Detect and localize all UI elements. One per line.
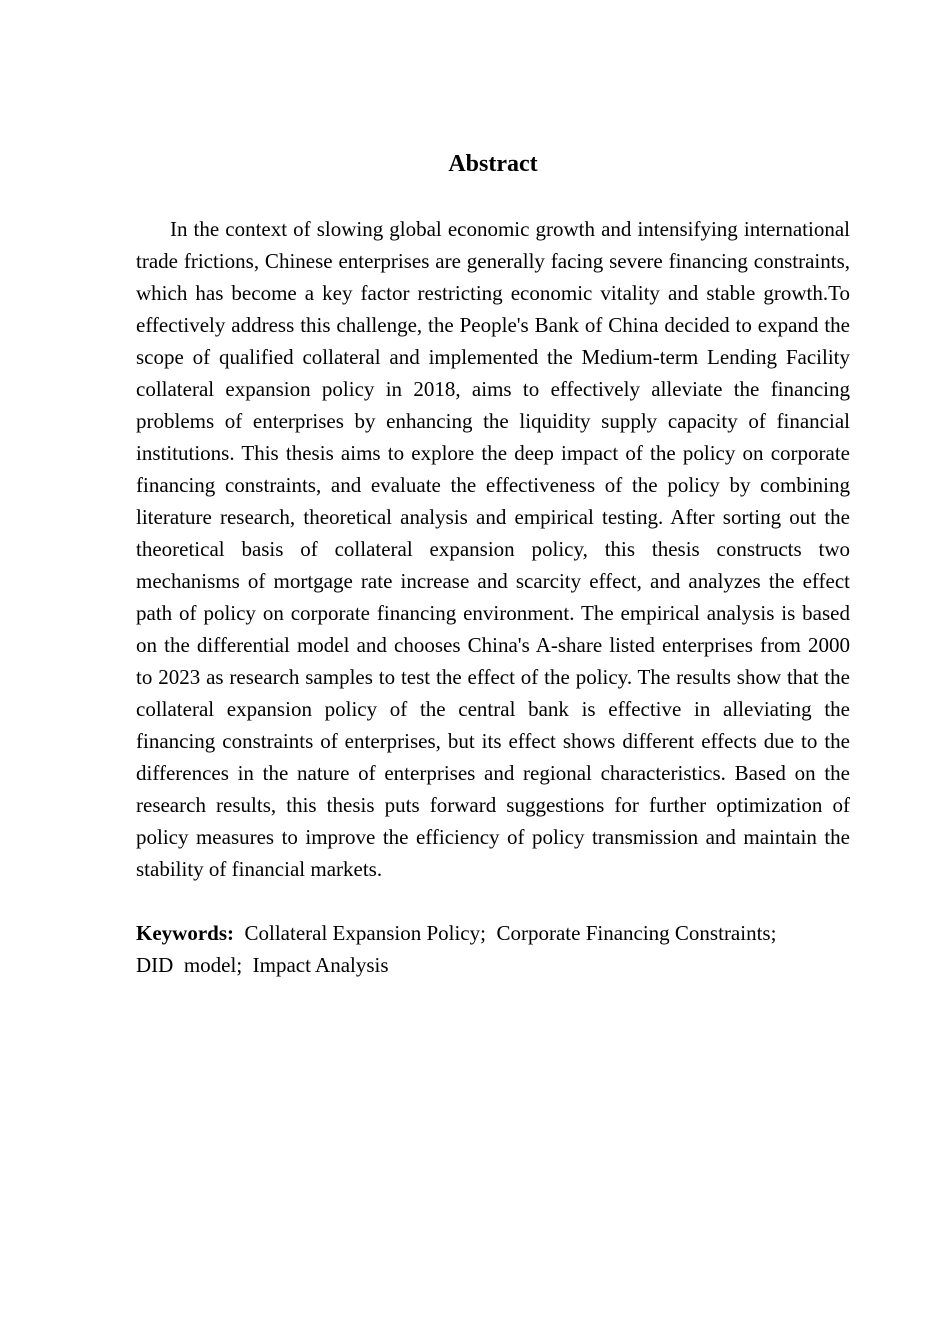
abstract-title: Abstract [448,151,538,177]
abstract-page [136,148,850,981]
keyword-item: Corporate Financing Constraints; [496,921,777,945]
abstract-body: In the context of slowing global economic growth and intensifying international trade frictions, Chinese enterprises are generally facing severe financing constraints, which has become a key factor restricting economic vitality and stable growth.To effectively address this challenge, the People's Bank of China decided to expand the scope of qualified collateral and implemented the Medium-term Lending Facility collateral expansion policy in 2018, aims to effectively alleviate the financing problems of enterprises by enhancing the liquidity supply capacity of financial institutions. This thesis aims to explore the deep impact of the policy on corporate financing constraints, and evaluate the effectiveness of the policy by combining literature research, theoretical analysis and empirical testing. After sorting out the theoretical basis of collateral expansion policy, this thesis constructs two mechanisms of mortgage rate increase and scarcity effect, and analyzes the effect path of policy on corporate financing environment. The empirical analysis is based on the differential model and chooses China's A-share listed enterprises from 2000 to 2023 as research samples to test the effect of the policy. The results show that the collateral expansion policy of the central bank is effective in alleviating the financing constraints of enterprises, but its effect shows different effects due to the differences in the nature of enterprises and regional characteristics. Based on the research results, this thesis puts forward suggestions for further optimization of policy measures to improve the efficiency of policy transmission and maintain the stability of financial markets. [136,217,850,881]
keyword-item: DID model; [136,953,243,977]
keywords-line [136,917,850,981]
keyword-item: Impact Analysis [252,953,389,977]
keywords-label: Keywords: [136,921,234,945]
keyword-item: Collateral Expansion Policy; [244,921,486,945]
